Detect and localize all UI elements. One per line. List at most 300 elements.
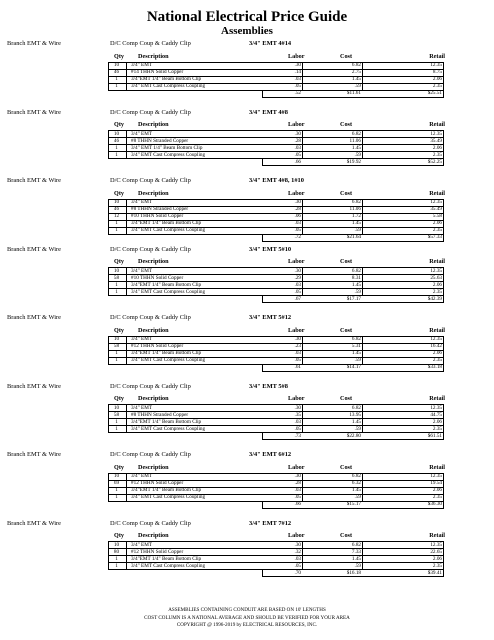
table-column-rule — [362, 541, 363, 569]
row-retail: 12.35 — [430, 541, 442, 548]
column-header-cost: Cost — [340, 395, 353, 402]
row-description: 3/4" EMT — [131, 130, 152, 137]
section-header — [7, 245, 487, 255]
column-header-row — [0, 532, 494, 540]
row-labor: .28 — [294, 206, 301, 212]
row-qty: 1 — [115, 350, 118, 356]
assembly-section — [0, 108, 494, 177]
row-cost: .59 — [354, 227, 361, 233]
total-cost: $14.17 — [346, 364, 361, 370]
row-retail: 16.42 — [430, 343, 442, 349]
row-labor: .28 — [294, 137, 301, 144]
column-header-cost: Cost — [340, 52, 353, 60]
page-title: National Electrical Price Guide — [146, 9, 348, 25]
row-retail: 12.35 — [430, 404, 442, 411]
row-qty: 10 — [113, 541, 120, 548]
row-cost: 1.45 — [351, 76, 361, 82]
row-qty: 1 — [115, 562, 118, 569]
row-qty: 1 — [115, 220, 118, 226]
row-description: 3/4" EMT — [131, 404, 152, 411]
table-column-rule — [126, 541, 127, 569]
row-qty: 1 — [115, 144, 118, 151]
row-description: 3/4"EMT 1/4" Beam Bottom Clip — [131, 418, 202, 425]
row-labor: .03 — [294, 487, 301, 493]
table-column-rule — [362, 473, 363, 501]
row-labor: .05 — [294, 425, 301, 432]
column-header-retail: Retail — [429, 258, 445, 265]
total-labor: .70 — [294, 569, 301, 576]
row-qty: 10 — [113, 336, 120, 342]
row-cost: 5.31 — [351, 343, 361, 349]
page-footer — [0, 607, 494, 630]
footer-copyright: COPYRIGHT @ 1996-2019 by ELECTRICAL RESOURCES, INC. — [176, 622, 318, 628]
table-column-rule — [362, 130, 363, 158]
row-retail: 12.35 — [430, 130, 442, 137]
column-header-qty: Qty — [114, 52, 124, 60]
column-header-qty: Qty — [114, 532, 124, 539]
row-qty: 1 — [115, 494, 118, 500]
section-category: Branch EMT & Wire — [7, 177, 61, 184]
total-labor: .72 — [294, 234, 301, 240]
row-qty: 10 — [113, 404, 120, 411]
column-header-qty: Qty — [114, 463, 124, 471]
assembly-section — [0, 176, 494, 245]
table-column-rule — [443, 199, 444, 234]
column-header-qty: Qty — [114, 258, 124, 265]
row-cost: 6.82 — [351, 130, 361, 137]
column-header-labor: Labor — [288, 258, 305, 265]
row-description: 3/4" EMT Cast Compress Coupling — [131, 357, 206, 363]
totals-row — [0, 433, 494, 440]
row-cost: .59 — [354, 425, 361, 432]
column-header-retail: Retail — [429, 463, 445, 471]
row-retail: 35.49 — [430, 206, 442, 212]
row-cost: 1.45 — [351, 418, 361, 425]
table-column-rule — [302, 541, 303, 569]
row-labor: .03 — [294, 220, 301, 226]
totals-row — [0, 234, 494, 241]
table-column-rule — [302, 130, 303, 158]
assembly-section — [0, 382, 494, 451]
section-fitting: D/C Comp Coup & Caddy Clip — [110, 177, 191, 184]
section-header — [7, 39, 487, 49]
table-column-rule — [126, 404, 127, 432]
row-cost: .59 — [354, 357, 361, 363]
section-header — [7, 108, 487, 118]
table-column-rule — [302, 62, 303, 90]
column-header-labor: Labor — [288, 532, 305, 539]
table-column-rule — [362, 404, 363, 432]
row-labor: .29 — [294, 274, 301, 281]
row-qty: 12 — [113, 213, 120, 219]
total-cost: $15.17 — [346, 501, 361, 507]
row-description: #12 THHN Solid Copper — [131, 343, 184, 349]
row-qty: 10 — [113, 267, 120, 274]
row-description: #8 THHN Stranded Copper — [131, 411, 189, 418]
total-cost: $17.17 — [346, 295, 361, 302]
row-qty: 10 — [113, 62, 120, 68]
total-retail: $42.39 — [427, 295, 442, 302]
row-description: 3/4"EMT 1/4" Beam Bottom Clip — [131, 350, 202, 356]
row-qty: 10 — [113, 473, 120, 479]
row-labor: .05 — [294, 494, 301, 500]
row-labor: .03 — [294, 418, 301, 425]
table-column-rule — [108, 404, 109, 432]
column-header-row — [0, 121, 494, 129]
section-header — [7, 519, 487, 529]
section-fitting: D/C Comp Coup & Caddy Clip — [110, 382, 191, 390]
row-retail: 19.54 — [430, 480, 442, 486]
section-assembly-name: 3/4" EMT 6#12 — [249, 451, 292, 458]
section-category: Branch EMT & Wire — [7, 40, 61, 47]
column-header-row — [0, 53, 494, 61]
row-labor: .14 — [294, 69, 301, 75]
row-retail: 2.06 — [432, 555, 442, 562]
column-header-labor: Labor — [288, 395, 305, 402]
row-cost: 6.82 — [351, 541, 361, 548]
column-header-labor: Labor — [288, 189, 305, 197]
section-fitting: D/C Comp Coup & Caddy Clip — [110, 108, 191, 116]
row-labor: .05 — [294, 288, 301, 295]
row-cost: 11.06 — [349, 137, 361, 144]
total-retail: $61.51 — [427, 432, 442, 439]
row-qty: 1 — [115, 357, 118, 363]
section-category: Branch EMT & Wire — [7, 245, 61, 253]
column-header-qty: Qty — [114, 189, 124, 197]
totals-row — [0, 159, 494, 166]
row-retail: 12.35 — [430, 199, 442, 205]
section-assembly-name: 3/4" EMT 7#12 — [249, 519, 292, 527]
row-retail: 2.35 — [432, 151, 442, 158]
table-column-rule — [108, 336, 109, 364]
row-labor: .30 — [294, 62, 301, 68]
section-category: Branch EMT & Wire — [7, 519, 61, 527]
total-cost: $16.18 — [346, 569, 361, 576]
column-header-cost: Cost — [340, 326, 353, 334]
table-column-rule — [362, 62, 363, 90]
row-qty: 1 — [115, 555, 118, 562]
row-cost: .59 — [354, 494, 361, 500]
table-column-rule — [362, 336, 363, 364]
row-description: 3/4" EMT Cast Compress Coupling — [131, 425, 206, 432]
row-labor: .28 — [294, 480, 301, 486]
column-header-cost: Cost — [340, 189, 353, 197]
row-retail: 2.35 — [432, 425, 442, 432]
column-header-description: Description — [138, 52, 169, 60]
row-cost: 6.82 — [351, 199, 361, 205]
table-column-rule — [302, 336, 303, 364]
row-description: 3/4"EMT 1/4" Beam Bottom Clip — [131, 281, 202, 288]
total-labor: .61 — [294, 364, 301, 370]
row-qty: 1 — [115, 151, 118, 158]
row-retail: 2.06 — [432, 350, 442, 356]
row-retail: 35.49 — [430, 137, 442, 144]
row-retail: 25.63 — [430, 274, 442, 281]
table-column-rule — [108, 199, 109, 234]
table-column-rule — [108, 130, 109, 158]
total-retail: $57.33 — [427, 234, 442, 240]
column-header-row — [0, 258, 494, 266]
row-description: 3/4" EMT — [131, 62, 152, 68]
table-column-rule — [108, 62, 109, 90]
assembly-section — [0, 245, 494, 314]
totals-row — [0, 296, 494, 303]
row-retail: 12.35 — [430, 336, 442, 342]
assembly-sections — [0, 39, 494, 587]
table-column-rule — [126, 130, 127, 158]
column-header-row — [0, 395, 494, 403]
column-header-cost: Cost — [340, 463, 353, 471]
row-retail: 2.35 — [432, 288, 442, 295]
section-assembly-name: 3/4" EMT 4#14 — [249, 40, 292, 47]
row-labor: .30 — [294, 267, 301, 274]
row-retail: 2.35 — [432, 227, 442, 233]
row-labor: .30 — [294, 199, 301, 205]
row-cost: 1.45 — [351, 487, 361, 493]
row-description: #8 THHN Stranded Copper — [131, 137, 189, 144]
section-category: Branch EMT & Wire — [7, 314, 61, 321]
row-cost: 2.75 — [351, 69, 361, 75]
row-description: 3/4"EMT 1/4" Beam Bottom Clip — [131, 220, 202, 226]
table-column-rule — [126, 267, 127, 295]
row-description: 3/4" EMT — [131, 199, 152, 205]
column-header-cost: Cost — [340, 532, 353, 539]
total-labor: .66 — [294, 501, 301, 507]
row-labor: .30 — [294, 336, 301, 342]
row-description: 3/4" EMT Cast Compress Coupling — [131, 494, 206, 500]
row-qty: 58 — [113, 274, 120, 281]
section-header — [7, 313, 487, 323]
row-description: #10 THHN Solid Copper — [131, 274, 184, 281]
column-header-retail: Retail — [429, 52, 445, 60]
total-retail: $25.51 — [427, 90, 442, 96]
section-assembly-name: 3/4" EMT 5#8 — [249, 382, 288, 390]
section-fitting: D/C Comp Coup & Caddy Clip — [110, 40, 191, 47]
column-header-description: Description — [138, 258, 169, 265]
section-category: Branch EMT & Wire — [7, 108, 61, 116]
row-description: 3/4"EMT 1/4" Beam Bottom Clip — [131, 555, 202, 562]
row-retail: 2.35 — [432, 357, 442, 363]
section-header — [7, 176, 487, 186]
row-qty: 1 — [115, 76, 118, 82]
row-cost: 1.72 — [351, 213, 361, 219]
row-description: 3/4" EMT — [131, 336, 152, 342]
row-retail: 2.06 — [432, 418, 442, 425]
section-fitting: D/C Comp Coup & Caddy Clip — [110, 314, 191, 321]
assembly-section — [0, 450, 494, 519]
section-assembly-name: 3/4" EMT 4#8, 1#10 — [249, 177, 304, 184]
row-cost: 6.82 — [351, 404, 361, 411]
column-header-description: Description — [138, 121, 169, 128]
totals-row — [0, 364, 494, 371]
row-labor: .30 — [294, 130, 301, 137]
row-description: #10 THHN Solid Copper — [131, 213, 184, 219]
table-column-rule — [108, 541, 109, 569]
table-column-rule — [126, 62, 127, 90]
section-header — [7, 382, 487, 392]
column-header-description: Description — [138, 463, 169, 471]
row-cost: 6.82 — [351, 473, 361, 479]
row-cost: 8.31 — [351, 274, 361, 281]
row-labor: .30 — [294, 404, 301, 411]
row-retail: 2.06 — [432, 487, 442, 493]
column-header-labor: Labor — [288, 121, 305, 128]
table-column-rule — [443, 473, 444, 501]
table-column-rule — [126, 336, 127, 364]
row-description: 3/4" EMT Cast Compress Coupling — [131, 288, 206, 295]
section-fitting: D/C Comp Coup & Caddy Clip — [110, 519, 191, 527]
row-labor: .03 — [294, 281, 301, 288]
row-description: #14 THHN Solid Copper — [131, 69, 184, 75]
section-category: Branch EMT & Wire — [7, 382, 61, 390]
table-column-rule — [362, 199, 363, 234]
section-header — [7, 450, 487, 460]
row-qty: 1 — [115, 227, 118, 233]
column-header-qty: Qty — [114, 395, 124, 402]
row-cost: .59 — [354, 151, 361, 158]
table-column-rule — [362, 267, 363, 295]
column-header-labor: Labor — [288, 463, 305, 471]
row-description: 3/4"EMT 1/4" Beam Bottom Clip — [131, 76, 202, 82]
section-assembly-name: 3/4" EMT 4#8 — [249, 108, 288, 116]
row-description: #12 THHN Solid Copper — [131, 548, 184, 555]
total-labor: .52 — [294, 90, 301, 96]
table-column-rule — [443, 130, 444, 158]
row-cost: 6.82 — [351, 336, 361, 342]
footer-note-lengths: ASSEMBLIES CONTAINING CONDUIT ARE BASED ON 10' LENGTHS — [168, 607, 326, 613]
row-qty: 1 — [115, 281, 118, 288]
row-cost: 13.95 — [349, 411, 361, 418]
table-column-rule — [443, 336, 444, 364]
row-labor: .35 — [294, 411, 301, 418]
table-column-rule — [126, 199, 127, 234]
row-qty: 58 — [113, 343, 120, 349]
row-retail: 2.06 — [432, 281, 442, 288]
column-header-retail: Retail — [429, 189, 445, 197]
section-category: Branch EMT & Wire — [7, 451, 61, 458]
column-header-retail: Retail — [429, 532, 445, 539]
row-cost: 11.06 — [349, 206, 361, 212]
row-labor: .30 — [294, 541, 301, 548]
table-column-rule — [302, 404, 303, 432]
section-fitting: D/C Comp Coup & Caddy Clip — [110, 245, 191, 253]
row-labor: .05 — [294, 83, 301, 89]
row-labor: .03 — [294, 350, 301, 356]
row-retail: 5.58 — [432, 213, 442, 219]
row-labor: .30 — [294, 473, 301, 479]
total-retail: $52.25 — [427, 158, 442, 165]
row-description: #12 THHN Solid Copper — [131, 480, 184, 486]
column-header-retail: Retail — [429, 121, 445, 128]
row-cost: .59 — [354, 562, 361, 569]
row-retail: 8.75 — [432, 69, 442, 75]
table-column-rule — [302, 473, 303, 501]
row-description: 3/4" EMT Cast Compress Coupling — [131, 227, 206, 233]
total-cost: $21.64 — [346, 234, 361, 240]
table-column-rule — [108, 267, 109, 295]
row-labor: .05 — [294, 151, 301, 158]
row-cost: .59 — [354, 83, 361, 89]
total-labor: .66 — [294, 158, 301, 165]
totals-row — [0, 501, 494, 508]
row-description: 3/4" EMT Cast Compress Coupling — [131, 562, 206, 569]
row-qty: 1 — [115, 425, 118, 432]
row-retail: 2.06 — [432, 76, 442, 82]
row-cost: 1.45 — [351, 220, 361, 226]
row-qty: 1 — [115, 288, 118, 295]
row-cost: 1.45 — [351, 281, 361, 288]
row-qty: 46 — [113, 69, 120, 75]
table-column-rule — [443, 267, 444, 295]
table-column-rule — [443, 404, 444, 432]
row-retail: 12.35 — [430, 62, 442, 68]
row-qty: 10 — [113, 130, 120, 137]
row-description: 3/4" EMT — [131, 473, 152, 479]
row-cost: 7.33 — [351, 548, 361, 555]
column-header-retail: Retail — [429, 395, 445, 402]
total-cost: $22.80 — [346, 432, 361, 439]
column-header-description: Description — [138, 395, 169, 402]
table-column-rule — [108, 473, 109, 501]
row-description: 3/4"EMT 1/4" Beam Bottom Clip — [131, 487, 202, 493]
column-header-retail: Retail — [429, 326, 445, 334]
column-header-cost: Cost — [340, 121, 353, 128]
footer-note-cost: COST COLUMN IS A NATIONAL AVERAGE AND SHOULD BE VERIFIED FOR YOUR AREA — [144, 614, 350, 621]
table-column-rule — [302, 199, 303, 234]
total-retail: $36.30 — [427, 501, 442, 507]
page-subtitle: Assemblies — [221, 25, 273, 37]
column-header-qty: Qty — [114, 326, 124, 334]
row-retail: 2.06 — [432, 220, 442, 226]
row-retail: 44.75 — [430, 411, 442, 418]
section-assembly-name: 3/4" EMT 5#12 — [249, 314, 292, 321]
row-labor: .03 — [294, 144, 301, 151]
row-cost: 6.82 — [351, 62, 361, 68]
column-header-description: Description — [138, 189, 169, 197]
totals-row — [0, 570, 494, 577]
section-assembly-name: 3/4" EMT 5#10 — [249, 245, 292, 253]
row-labor: .32 — [294, 548, 301, 555]
column-header-labor: Labor — [288, 326, 305, 334]
row-qty: 69 — [113, 480, 120, 486]
column-header-row — [0, 464, 494, 472]
column-header-description: Description — [138, 532, 169, 539]
column-header-qty: Qty — [114, 121, 124, 128]
total-cost: $19.92 — [346, 158, 361, 165]
row-description: 3/4" EMT Cast Compress Coupling — [131, 151, 206, 158]
total-labor: .73 — [294, 432, 301, 439]
assembly-section — [0, 39, 494, 108]
row-retail: 2.35 — [432, 562, 442, 569]
table-column-rule — [302, 267, 303, 295]
row-labor: .05 — [294, 357, 301, 363]
table-column-rule — [126, 473, 127, 501]
row-cost: .59 — [354, 288, 361, 295]
row-description: 3/4" EMT 1/4" Beam Bottom Clip — [131, 144, 203, 151]
row-cost: 1.45 — [351, 350, 361, 356]
row-qty: 1 — [115, 83, 118, 89]
row-labor: .03 — [294, 555, 301, 562]
column-header-row — [0, 190, 494, 198]
table-column-rule — [443, 62, 444, 90]
total-retail: $39.41 — [427, 569, 442, 576]
totals-row — [0, 90, 494, 97]
column-header-cost: Cost — [340, 258, 353, 265]
row-cost: 6.32 — [351, 480, 361, 486]
row-retail: 12.35 — [430, 267, 442, 274]
total-labor: .67 — [294, 295, 301, 302]
row-qty: 10 — [113, 199, 120, 205]
